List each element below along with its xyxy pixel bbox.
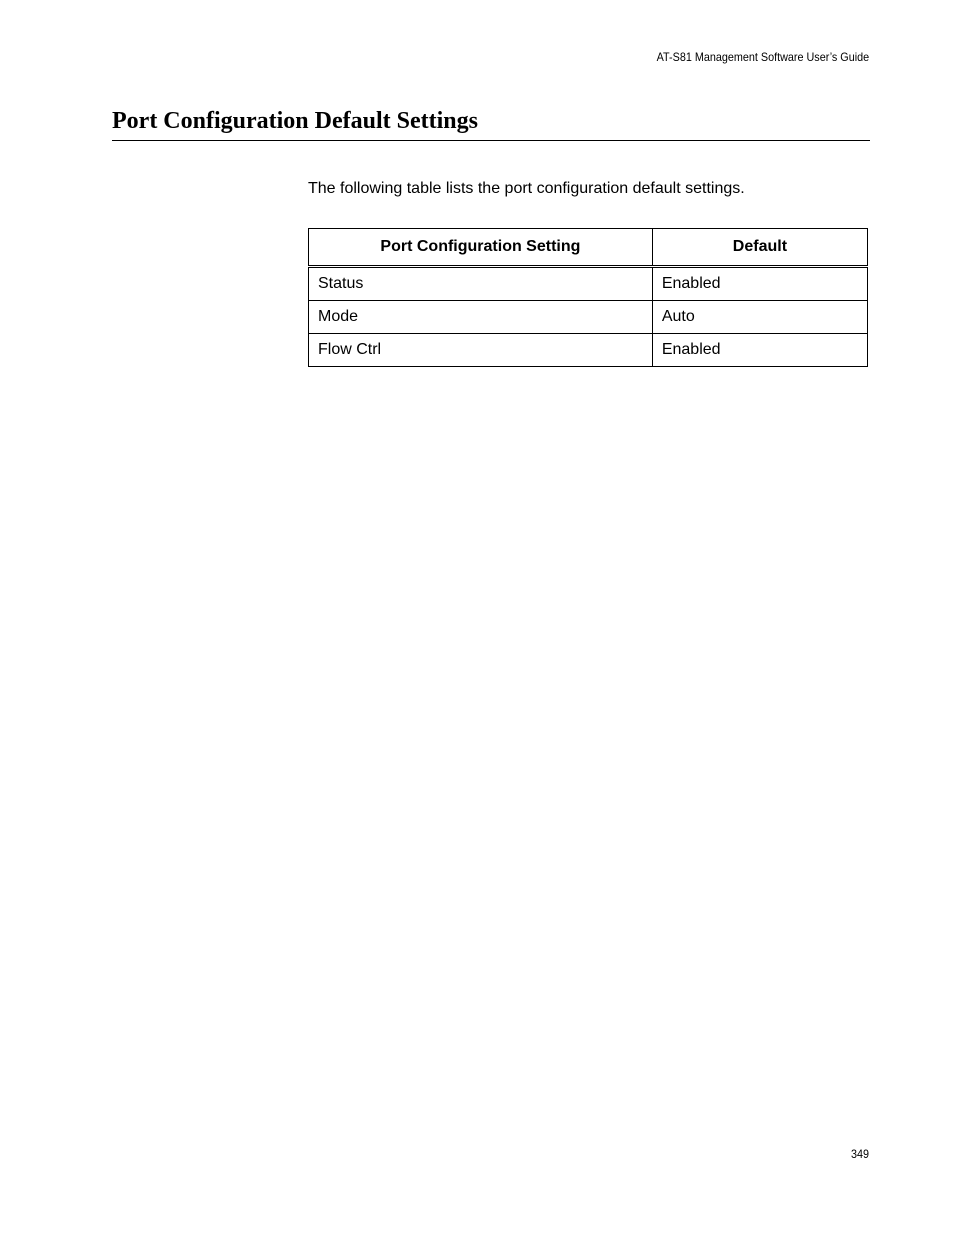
- default-cell: Enabled: [652, 334, 867, 367]
- setting-cell: Mode: [309, 301, 653, 334]
- page-number: 349: [850, 1147, 869, 1161]
- table-row: [309, 334, 868, 367]
- intro-paragraph: The following table lists the port configuration default settings.: [308, 180, 745, 197]
- table-row: [309, 301, 868, 334]
- column-header-setting: Port Configuration Setting: [309, 229, 653, 267]
- default-cell: Auto: [652, 301, 867, 334]
- running-header: AT-S81 Management Software User’s Guide: [656, 50, 869, 64]
- setting-cell: Flow Ctrl: [309, 334, 653, 367]
- default-cell: Enabled: [652, 267, 867, 301]
- table-header-row: [309, 229, 868, 267]
- section-title: Port Configuration Default Settings: [112, 106, 870, 141]
- setting-cell: Status: [309, 267, 653, 301]
- column-header-default: Default: [652, 229, 867, 267]
- table-row: [309, 267, 868, 301]
- port-config-defaults-table: [308, 228, 868, 367]
